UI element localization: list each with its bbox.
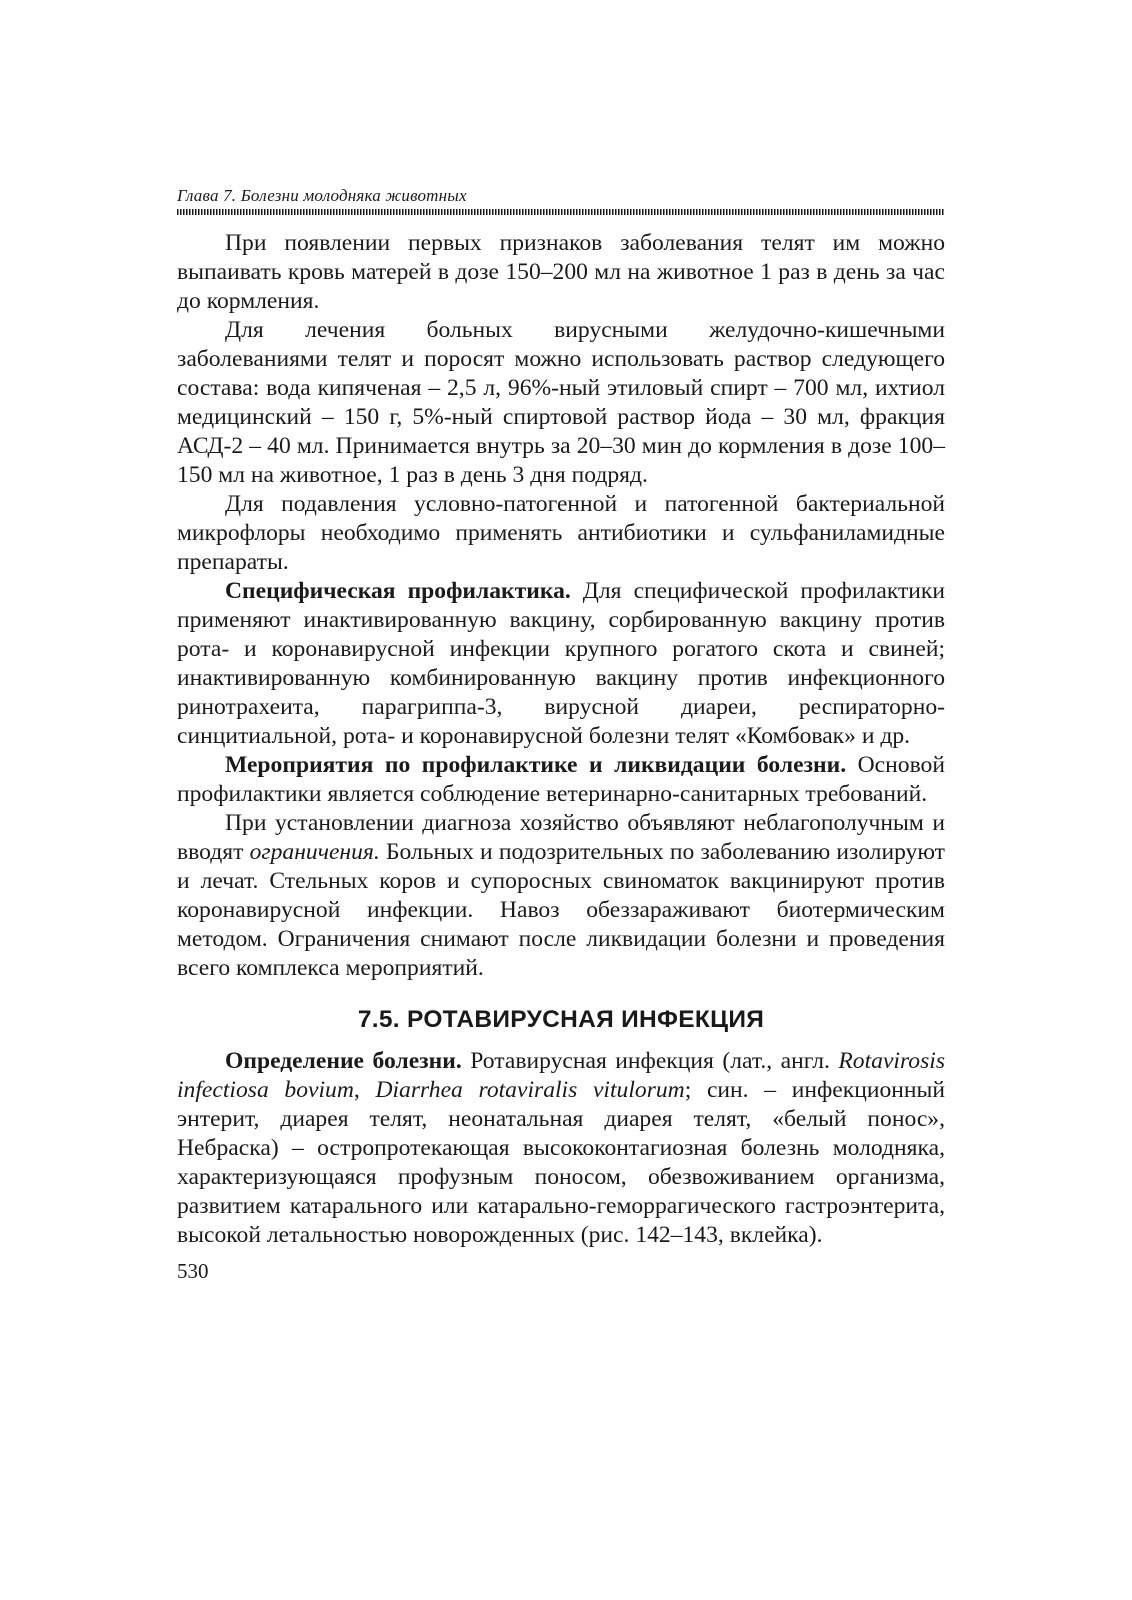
specific-prophylaxis-text: Для специфической профилактики применяют инактивированную вакцину, сорбированную вакцину против рота- и коронавирусной инфекции крупного рогатого скота и свиней; инактивированную комбинированную вакцину против инфекционного ринотрахеита, парагриппа-3, вирусной диареи, респираторно-синцитиальной, рота- и коронавирусной болезни телят «Комбовак» и др. (177, 578, 945, 749)
section-body (177, 1047, 945, 1250)
restrictions-italic: ограничения. (249, 839, 380, 865)
paragraph-prevention-measures (177, 751, 945, 809)
restrictions-text-b: Больных и подозрительных по заболеванию изолируют и лечат. Стельных коров и супоросных свиноматок вакцинируют против коронавирусной инфекции. Навоз обеззараживают биотермическим методом. Ограничения снимают после ликвидации болезни и проведения всего комплекса мероприятий. (177, 839, 945, 981)
paragraph-disease-definition (177, 1047, 945, 1250)
definition-text-b: , (353, 1077, 376, 1103)
paragraph-antibiotics: Для подавления условно-патогенной и патогенной бактериальной микрофлоры необходимо применять антибиотики и сульфаниламидные препараты. (177, 491, 945, 575)
paragraph-solution-treatment: Для лечения больных вирусными желудочно-кишечными заболеваниями телят и поросят можно использовать раствор следующего состава: вода кипяченая – 2,5 л, 96%-ный этиловый спирт – 700 мл, ихтиол медицинский – 150 г, 5%-ный спиртовой раствор йода – 30 мл, фракция АСД-2 – 40 мл. Принимается внутрь за 20–30 мин до кормления в дозе 100–150 мл на животное, 1 раз в день 3 дня подряд. (177, 317, 945, 488)
definition-text-c: ; син. – инфекционный энтерит, диарея телят, неонатальная диарея телят, «белый понос», Небраска) – остропротекающая высококонтагиозная болезнь молодняка, характеризующаяся профузным поносом, обезвоживанием организма, развитием катарального или катарально-геморрагического гастроэнтерита, высокой летальностью новорожденных (рис. 142–143, вклейка). (177, 1077, 945, 1248)
prevention-measures-text: Основой профилактики является соблюдение ветеринарно-санитарных требований. (177, 752, 945, 807)
definition-text-a: Ротавирусная инфекция (лат., англ. (461, 1048, 839, 1074)
header-rule (177, 209, 945, 215)
page-number: 530 (177, 1259, 209, 1283)
running-head: Глава 7. Болезни молодняка животных (177, 186, 467, 205)
definition-latin-1: Rotavirosis infectiosa bovium (177, 1048, 946, 1103)
body-text (177, 229, 945, 983)
restrictions-text-a: При установлении диагноза хозяйство объявляют неблагополучным и вводят (177, 810, 945, 865)
book-page (177, 186, 945, 1284)
paragraph-specific-prophylaxis (177, 577, 945, 751)
definition-latin-2: Diarrhea rotaviralis vitulorum (375, 1077, 685, 1103)
specific-prophylaxis-lead: Специфическая профилактика. (225, 578, 571, 604)
paragraph-diagnosis-restrictions (177, 809, 945, 983)
section-heading: 7.5. РОТАВИРУСНАЯ ИНФЕКЦИЯ (357, 1006, 765, 1033)
paragraph-blood-treatment: При появлении первых признаков заболевания телят им можно выпаивать кровь матерей в дозе 150–200 мл на животное 1 раз в день за час до кормления. (177, 230, 945, 314)
definition-lead: Определение болезни. (225, 1048, 462, 1074)
prevention-measures-lead: Мероприятия по профилактике и ликвидации болезни. (225, 752, 847, 778)
